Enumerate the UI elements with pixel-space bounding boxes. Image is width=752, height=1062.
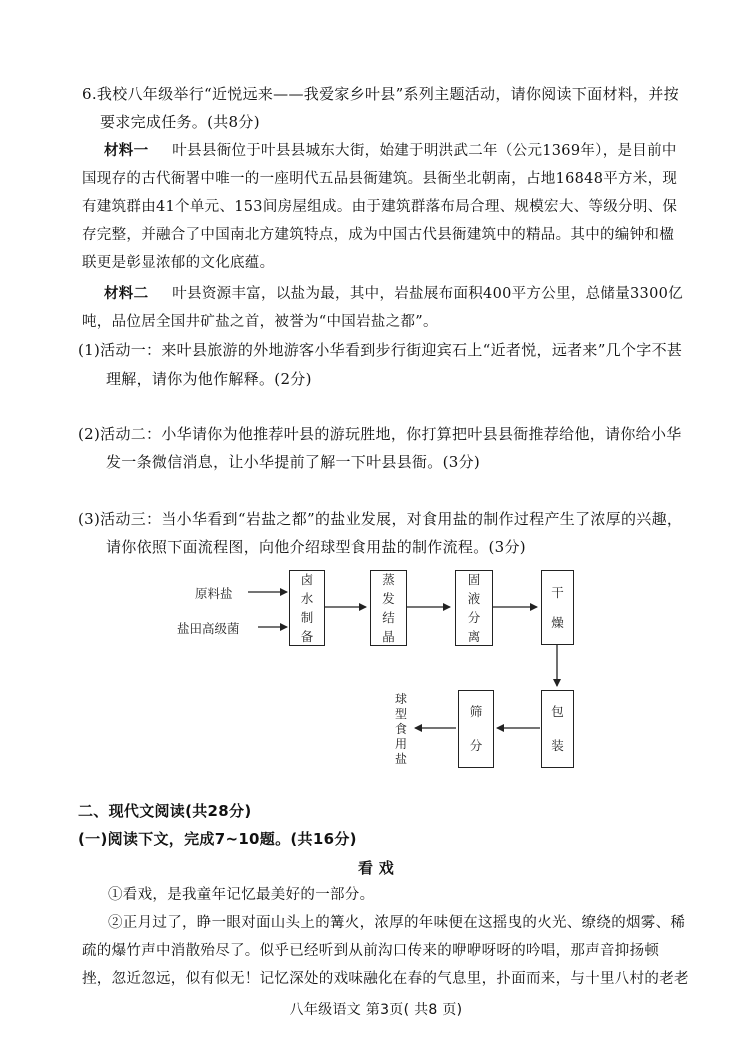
task-3-line-1: (3)活动三：当小华看到“岩盐之都”的盐业发展，对食用盐的制作过程产生了浓厚的兴趣， xyxy=(78,510,683,528)
material-1-line-3: 有建筑群由41个单元、153间房屋组成。由于建筑群落布局合理、规模宏大、等级分明、保 xyxy=(82,199,678,215)
article-title: 看 戏 xyxy=(357,859,395,877)
step2-char: 晶 xyxy=(382,629,395,644)
step5-char: 装 xyxy=(551,738,564,753)
step6-char: 分 xyxy=(469,738,483,753)
step1-char: 卤 xyxy=(300,572,314,587)
step5-char: 包 xyxy=(551,704,564,719)
flowchart-output-ball-salt xyxy=(394,692,408,767)
step4-char: 燥 xyxy=(551,614,564,630)
flowchart-step-packaging xyxy=(541,690,574,768)
output-char: 用 xyxy=(394,737,407,751)
section-2-title: 二、现代文阅读(共28分) xyxy=(78,802,252,820)
step1-char: 水 xyxy=(300,591,314,606)
flowchart-step-evaporation xyxy=(370,570,407,646)
flowchart-step-brine-preparation xyxy=(289,570,325,646)
material-1-line-5: 联更是彰显浓郁的文化底蕴。 xyxy=(82,255,275,271)
task-2-line-1: (2)活动二：小华请你为他推荐叶县的游玩胜地，你打算把叶县县衙推荐给他，请你给小华 xyxy=(78,425,682,443)
article-paragraph-1: ①看戏，是我童年记忆最美好的一部分。 xyxy=(108,887,375,903)
article-paragraph-2-line-1: ②正月过了，睁一眼对面山头上的篝火，浓厚的年味便在这摇曳的火光、缭绕的烟雾、稀 xyxy=(108,915,686,931)
step2-char: 蒸 xyxy=(382,572,395,587)
question-6-line-1: 6.我校八年级举行“近悦远来——我爱家乡叶县”系列主题活动，请你阅读下面材料，并按 xyxy=(82,85,679,103)
question-6-line-2: 要求完成任务。(共8分) xyxy=(100,113,260,131)
page-footer: 八年级语文 第3页( 共8 页) xyxy=(289,1002,463,1018)
output-char: 型 xyxy=(394,707,407,721)
flowchart-input-microbe: 盐田高级菌 xyxy=(177,621,240,636)
flowchart-step-drying xyxy=(541,570,574,645)
material-1-line-1: 叶县县衙位于叶县县城东大街，始建于明洪武二年（公元1369年），是目前中 xyxy=(172,143,677,159)
flowchart-input-raw-salt: 原料盐 xyxy=(195,586,233,601)
flowchart-step-separation xyxy=(455,570,493,646)
material-2-line-1: 叶县资源丰富，以盐为最，其中，岩盐展布面积400平方公里，总储量3300亿 xyxy=(172,286,683,302)
material-1-line-4: 存完整，并融合了中国南北方建筑特点，成为中国古代县衙建筑中的精品。其中的编钟和楹 xyxy=(82,227,674,243)
article-paragraph-2-line-3: 挫，忽近忽远，似有似无！记忆深处的戏味融化在春的气息里，扑面而来，与十里八村的老老 xyxy=(82,971,689,987)
step4-char: 干 xyxy=(551,584,564,600)
task-3-line-2: 请你依照下面流程图，向他介绍球型食用盐的制作流程。(3分) xyxy=(106,538,526,556)
step6-char: 筛 xyxy=(469,704,483,719)
output-char: 食 xyxy=(394,722,407,736)
step3-char: 分 xyxy=(467,610,481,625)
step2-char: 发 xyxy=(382,591,395,606)
section-2-part-1: (一)阅读下文，完成7~10题。(共16分) xyxy=(78,830,357,848)
output-char: 盐 xyxy=(394,752,407,766)
article-paragraph-2-line-2: 疏的爆竹声中消散殆尽了。似乎已经听到从前沟口传来的咿咿呀呀的吟唱，那声音抑扬顿 xyxy=(82,943,660,959)
flowchart-step-sieving xyxy=(458,690,494,768)
task-2-line-2: 发一条微信消息，让小华提前了解一下叶县县衙。(3分) xyxy=(106,453,481,471)
step1-char: 制 xyxy=(300,610,314,625)
material-2-first-line xyxy=(104,284,683,304)
material-2-line-2: 吨，品位居全国井矿盐之首，被誉为“中国岩盐之都”。 xyxy=(82,314,438,330)
material-1-label: 材料一 xyxy=(104,143,149,159)
output-char: 球 xyxy=(394,692,407,706)
task-1-line-2: 理解，请你为他作解释。(2分) xyxy=(106,370,312,388)
step2-char: 结 xyxy=(382,610,395,625)
step3-char: 液 xyxy=(467,591,481,606)
material-2-label: 材料二 xyxy=(104,286,149,302)
step3-char: 离 xyxy=(467,629,481,644)
material-1-first-line xyxy=(104,141,677,161)
step3-char: 固 xyxy=(467,572,481,587)
material-1-line-2: 国现存的古代衙署中唯一的一座明代五品县衙建筑。县衙坐北朝南，占地16848平方米，现 xyxy=(82,171,678,187)
step1-char: 备 xyxy=(300,629,314,644)
task-1-line-1: (1)活动一：来叶县旅游的外地游客小华看到步行街迎宾石上“近者悦，远者来”几个字不甚 xyxy=(78,341,683,359)
